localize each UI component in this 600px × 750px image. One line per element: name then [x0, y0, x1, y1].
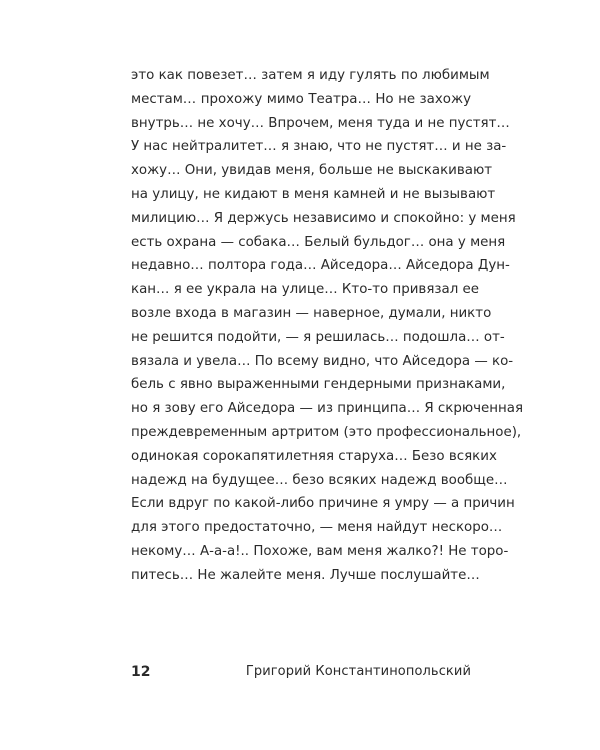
text-line: не решится подойти, — я решилась… подошла… от- — [131, 329, 505, 345]
text-line: внутрь… не хочу… Впрочем, меня туда и не пустят… — [131, 115, 510, 131]
text-line: хожу… Они, увидав меня, больше не выскакивают — [131, 163, 493, 179]
running-footer-author: Григорий Константинопольский — [245, 664, 471, 679]
text-line: преждевременным артритом (это профессиональное), — [131, 424, 522, 440]
text-line: местам… прохожу мимо Театра… Но не захожу — [131, 91, 471, 107]
page-footer — [131, 662, 471, 682]
text-line: Если вдруг по какой-либо причине я умру — а причин — [131, 496, 515, 512]
text-line: на улицу, не кидают в меня камней и не вызывают — [131, 186, 496, 202]
text-line: это как повезет… затем я иду гулять по любимым — [131, 68, 490, 83]
text-line: некому… А-а-а!.. Похоже, вам меня жалко?! Не торо- — [131, 543, 509, 559]
text-line: милицию… Я держусь независимо и спокойно: у меня — [131, 210, 516, 226]
body-text — [131, 64, 524, 588]
text-line-last: питесь… Не жалейте меня. Лучше послушайте… — [131, 567, 480, 583]
text-line: вязала и увела… По всему видно, что Айседора — ко- — [131, 353, 514, 369]
text-line: У нас нейтралитет… я знаю, что не пустят… и не за- — [131, 139, 507, 155]
text-line: недавно… полтора года… Айседора… Айседора Дун- — [131, 258, 510, 274]
text-line: есть охрана — собака… Белый бульдог… она у меня — [131, 234, 506, 250]
page-number: 12 — [131, 664, 151, 680]
text-line: возле входа в магазин — наверное, думали, никто — [131, 305, 492, 321]
text-line: бель с явно выраженными гендерными признаками, — [131, 377, 506, 393]
text-line: кан… я ее украла на улице… Кто-то привязал ее — [131, 282, 479, 298]
text-line: одинокая сорокапятилетняя старуха… Безо всяких — [131, 448, 497, 464]
text-line: для этого предостаточно, — меня найдут нескоро… — [131, 520, 503, 536]
text-line: надежд на будущее… безо всяких надежд вообще… — [131, 472, 508, 488]
text-line: но я зову его Айседора — из принципа… Я скрюченная — [131, 401, 524, 417]
